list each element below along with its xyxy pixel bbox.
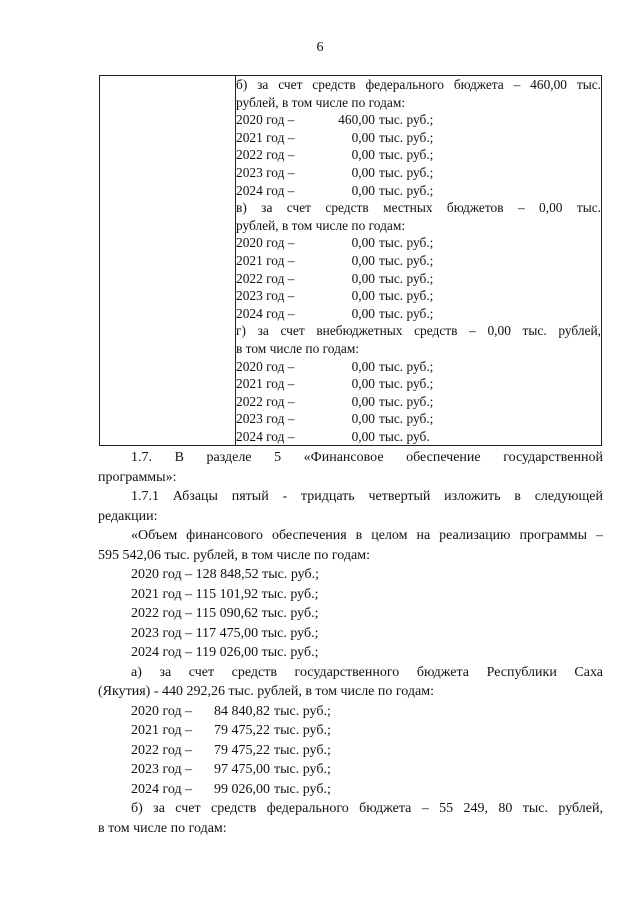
section-1-7-1-line: 1.7.1 Абзацы пятый - тридцать четвертый изложить в следующей [131,489,603,504]
total-funding-line-2: 595 542,06 тыс. рублей, в том числе по годам: [98,547,370,563]
extrabudget-line-2: в том числе по годам: [236,340,360,356]
total-year-row: 2020 год – 128 848,52 тыс. руб.; [131,567,319,582]
table-left-cell [100,76,236,446]
body-text [98,448,603,838]
federal-budget-line-2: рублей, в том числе по годам: [236,94,406,110]
total-funding-line: «Объем финансового обеспечения в целом на реализацию программы – [131,528,603,543]
year-row: 2020 год – 0,00 тыс. руб.; [236,235,434,251]
year-row: 2020 год – 0,00 тыс. руб.; [236,358,434,374]
year-row: 2022 год – 0,00 тыс. руб.; [236,270,434,286]
year-row: 2024 год – 99 026,00 тыс. руб.; [131,781,331,797]
year-row: 2021 год – 0,00 тыс. руб.; [236,252,434,268]
federal-budget-body-line: б) за счет средств федерального бюджета – 55 249, 80 тыс. рублей, [131,801,603,816]
state-budget-line-2: (Якутия) - 440 292,26 тыс. рублей, в том числе по годам: [98,684,434,699]
year-row: 2022 год – 79 475,22 тыс. руб.; [131,742,331,758]
year-row: 2024 год – 0,00 тыс. руб.; [236,305,434,321]
total-year-row: 2022 год – 115 090,62 тыс. руб.; [131,606,319,621]
section-1-7-1-line-2: редакции: [98,508,158,524]
state-budget-line: а) за счет средств государственного бюджета Республики Саха [131,664,603,680]
year-row: 2021 год – 0,00 тыс. руб.; [236,376,434,392]
year-row: 2021 год – 0,00 тыс. руб.; [236,129,434,145]
federal-budget-body-line-2: в том числе по годам: [98,820,227,836]
year-row: 2022 год – 0,00 тыс. руб.; [236,147,434,163]
federal-budget-line: б) за счет средств федерального бюджета – 460,00 тыс. [236,77,601,92]
total-year-row: 2021 год – 115 101,92 тыс. руб.; [131,586,319,602]
year-row: 2023 год – 0,00 тыс. руб.; [236,164,434,180]
table-row [100,76,602,446]
section-1-7-line: 1.7. В разделе 5 «Финансовое обеспечение государственной [131,450,603,465]
table-right-cell [236,76,602,446]
local-budget-line-2: рублей, в том числе по годам: [236,217,406,233]
budget-table [99,75,602,446]
year-row: 2020 год – 460,00 тыс. руб.; [236,112,434,128]
year-row: 2024 год – 0,00 тыс. руб. [236,428,430,444]
year-row: 2024 год – 0,00 тыс. руб.; [236,182,434,198]
local-budget-line: в) за счет средств местных бюджетов – 0,00 тыс. [236,200,601,216]
year-row: 2023 год – 97 475,00 тыс. руб.; [131,762,331,777]
year-row: 2020 год – 84 840,82 тыс. руб.; [131,703,331,719]
extrabudget-line: г) за счет внебюджетных средств – 0,00 тыс. рублей, [236,323,601,339]
year-row: 2022 год – 0,00 тыс. руб.; [236,393,434,409]
total-year-row: 2023 год – 117 475,00 тыс. руб.; [131,625,319,641]
year-row: 2023 год – 0,00 тыс. руб.; [236,288,434,304]
year-row: 2021 год – 79 475,22 тыс. руб.; [131,723,331,738]
section-1-7-line-2: программы»: [98,469,177,485]
total-year-row: 2024 год – 119 026,00 тыс. руб.; [131,645,319,660]
year-row: 2023 год – 0,00 тыс. руб.; [236,411,434,427]
page-number: 6 [316,40,324,55]
